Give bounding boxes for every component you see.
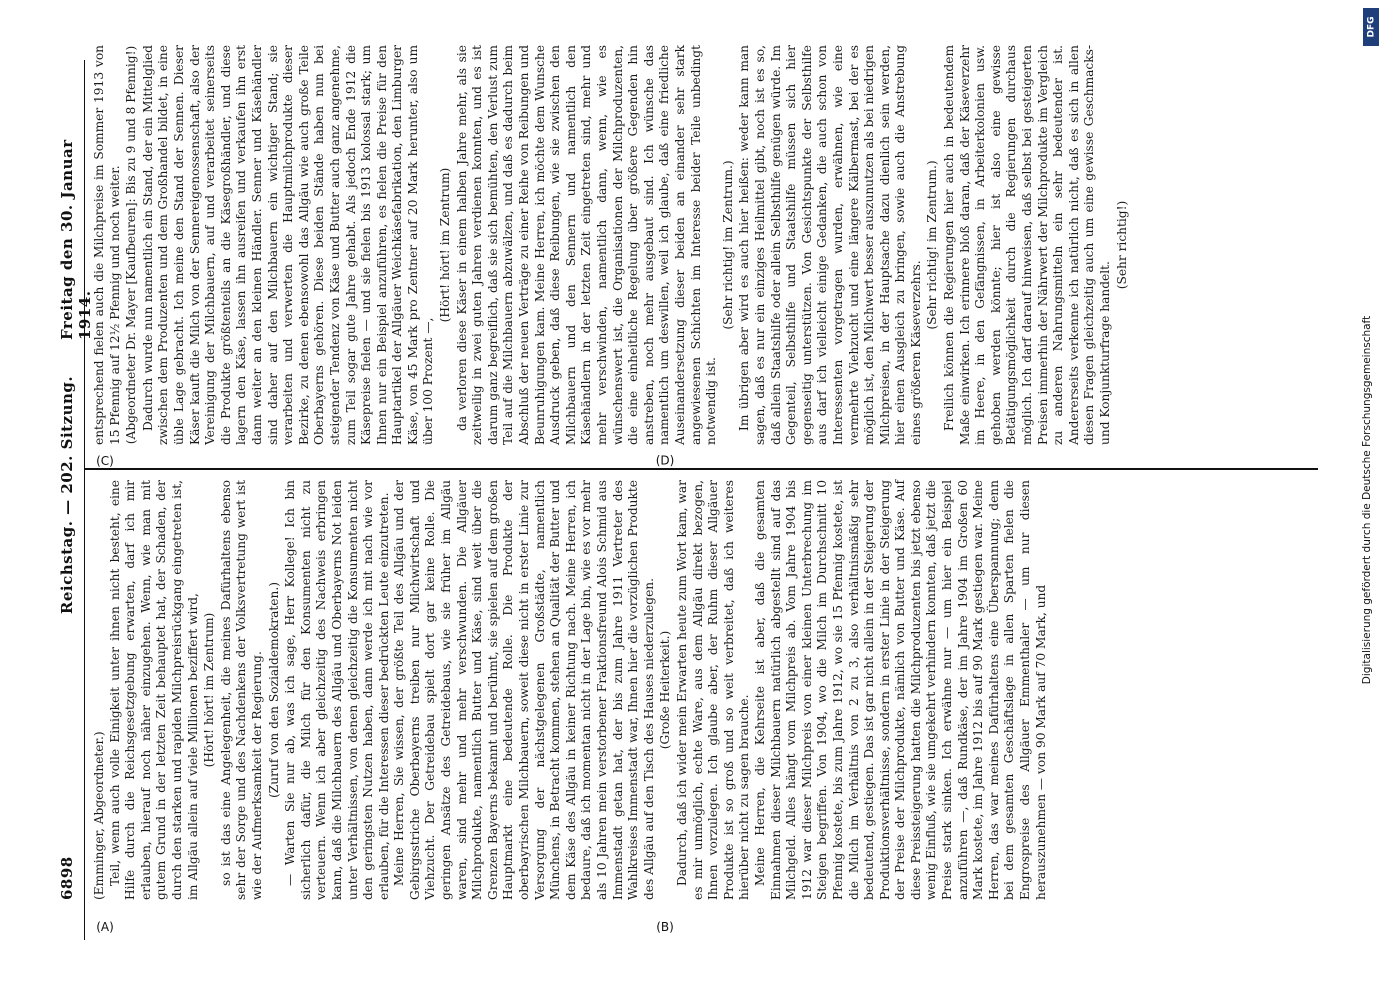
- paragraph: — Warten Sie nur ab, was ich sage, Herr Kollege! Ich bin sicherlich dafür, die Milch für den Konsumenten nicht zu verteuern. Wenn ich aber gleichzeitig des Nachweis erbringen kann, daß die Milchbauern des Allgäu und Oberbayerns Not leiden unter Verhältnissen, von denen gleichzeitig die Konsumenten nicht den geringsten Nutzen haben, dann werde ich mit nach wie vor erlauben, für die Interessen dieser bedrückten Leute einzutreten.: [283, 480, 391, 900]
- paragraph: entsprechend fielen auch die Milchpreise im Sommer 1913 von 15 Pfennig auf 12½ Pfennig und noch weiter.: [92, 45, 122, 445]
- margin-marker-b: (B): [656, 920, 674, 935]
- session-title: Reichstag. — 202. Sitzung.: [58, 375, 76, 615]
- right-text-column: [92, 45, 1308, 445]
- interjection: (Hört! hört! im Zentrum): [202, 612, 217, 768]
- header-rule: [84, 60, 85, 940]
- paragraph: Meine Herren, die Kehrseite ist aber, daß die gesamten Einnahmen dieser Milchbauern natürlich abgestellt sind auf das Milchgeld. Alles hängt vom Milchpreis ab. Vom Jahre 1904 bis 1912 war dieser Milchpreis von einer kleinen Unterbrechung im Steigen begriffen. Von 1904, wo die Milch im Durchschnitt 10 Pfennig kostete, bis zum Jahre 1912, wo sie 15 Pfennig kostete, ist die Milch im Verhältnis von 2 zu 3, also verhältnismäßig sehr bedeutend, gestiegen. Das ist gar nicht allein in der Steigerung der Produktionsverhältnisse, sondern in erster Linie in der Steigerung der Preise der Milchprodukte, nämlich von Butter und Käse. Auf diese Preissteigerung hatten die Milchproduzenten bis jetzt ebenso wenig Einfluß, wie sie umgekehrt verhindern konnten, daß jetzt die Preise stark sinken. Ich erwähne nur — um hier ein Beispiel anzuführen —, daß Rundkäse, der im Jahre 1904 im Großen 60 Mark kostete, im Jahre 1912 bis auf 90 Mark gestiegen war. Meine Herren, das war meines Dafürhaltens eine Überspannung; denn bei dem gesamten Geschäftslage in allen Sparten fielen die Engrospreise des Allgäuer Emmenthaler — um nur diesen herauszunehmen — von 90 Mark auf 70 Mark, und: [752, 480, 1048, 900]
- dfg-logo: [1363, 8, 1379, 46]
- column-divider: [84, 468, 1318, 470]
- margin-marker-d: (D): [655, 453, 675, 468]
- paragraph: Freilich können die Regierungen hier auch in bedeutendem Maße einwirken. Ich erinnere bloß daran, daß der Käseverzehr im Heere, in den Gefängnissen, in Arbeiterkolonien usw. gehoben werden könnte; hier ist also eine gewisse Betätigungsmöglichkeit durch die Regierungen durchaus möglich. Ich darf darauf hinweisen, daß selbst bei gesteigerten Preisen immerhin der Nährwert der Milchprodukte im Vergleich zu anderen Nahrungsmitteln ein sehr bedeutender ist. Andererseits verkenne ich natürlich nicht, daß es sich in allen diesen Fragen gleichzeitig auch um eine gewisse Geschmacks- und Konjunkturfrage handelt.: [942, 45, 1112, 445]
- interjection: (Sehr richtig! im Zentrum.): [925, 160, 940, 330]
- paragraph: so ist das eine Angelegenheit, die meines Dafürhaltens ebenso sehr der Sorge und des Nachdenkens der Volksvertretung wert ist wie der Aufmerksamkeit der Regierung.: [218, 480, 264, 900]
- digitization-sidebar: [1357, 10, 1377, 990]
- interjection: (Zuruf von den Sozialdemokraten.): [266, 582, 281, 798]
- margin-marker-c: (C): [96, 454, 114, 469]
- page-number: 6898: [58, 856, 76, 900]
- paragraph: Teil, wenn auch volle Einigkeit unter ihnen nicht besteht, eine Hilfe durch die Reichsgesetzgebung erwarten, darf ich mir erlauben, hierauf noch näher einzugehen. Wenn, wie man mit gutem Grund in der letzten Zeit behauptet hat, der Schaden, der durch den starken und rapiden Milchpreisrückgang eingetreten ist, im Allgäu allein auf viele Millionen beziffert wird,: [107, 480, 200, 900]
- rotated-page: [58, 45, 1318, 940]
- dfg-logo-text: DFG: [1366, 16, 1377, 38]
- paragraph: Dadurch, daß ich wider mein Erwarten heute zum Wort kam, war es mir unmöglich, echte Ware, aus dem Allgäu direkt bezogen, Ihnen vorzulegen. Ich glaube aber, der Ruhm dieser Allgäuer Produkte ist so groß und so weit verbreitet, daß ich weiteres hierüber nicht zu sagen brauche.: [674, 480, 752, 900]
- margin-marker-a: (A): [96, 920, 114, 935]
- paragraph: Meine Herren, Sie wissen, der größte Teil des Allgäu und der Gebirgsstriche Oberbayerns treiben nur Milchwirtschaft und Viehzucht. Der Getreidebau spielt dort gar keine Rolle. Die geringen Ansätze des Getreidebaus, wie sie früher im Allgäu waren, sind mehr und mehr verschwunden. Die Allgäuer Milchprodukte, namentlich Butter und Käse, sind weit über die Grenzen Bayerns bekannt und berühmt, sie spielen auf dem großen Hauptmarkt eine bedeutende Rolle. Die Produkte der oberbayrischen Milchbauern, soweit diese nicht in erster Linie zur Versorgung der nächstgelegenen Großstädte, namentlich Münchens, in Betracht kommen, stehen an Qualität der Butter und dem Käse des Allgäu in keiner Richtung nach. Meine Herren, ich bedaure, daß ich momentan nicht in der Lage bin, wie es vor mehr als 10 Jahren mein verstorbener Fraktionsfreund Alois Schmid aus Immenstadt getan hat, der bis zum Jahre 1911 Vertreter des Wahlkreises Immenstadt war, Ihnen hier die vorzüglichen Produkte des Allgäu auf den Tisch des Hauses niederzulegen.: [392, 480, 656, 900]
- paragraph: da verloren diese Käser in einem halben Jahre mehr, als sie zeitweilig in zwei guten Jahren verdienen konnten, und es ist darum ganz begreiflich, daß sie sich bemühten, den Verlust zum Teil auf die Milchbauern abzuwälzen, und daß es dadurch beim Abschluß der neuen Verträge zu einer Reihe von Reibungen und Beunruhigungen kam. Meine Herren, ich möchte dem Wunsche Ausdruck geben, daß diese Reibungen, wie sie zwischen den Milchbauern und den Sennern und namentlich den Käsehändlern in der letzten Zeit eingetreten sind, mehr und mehr verschwinden, namentlich dann, wenn, wie es wünschenswert ist, die Organisationen der Milchproduzenten, die eine einheitliche Regelung über größere Gegenden hin anstreben, noch mehr ausgebaut sind. Ich wünsche das namentlich um deswillen, weil ich glaube, daß eine friedliche Auseinandersetzung dieser beiden an einander sehr stark angewiesenen Schichten im Interesse beider Teile unbedingt notwendig ist.: [454, 45, 719, 445]
- interjection: (Große Heiterkeit.): [658, 630, 673, 750]
- paragraph: Dadurch wurde nun namentlich ein Stand, der ein Mittelglied zwischen dem Produzenten und dem Großhandel bildet, in eine üble Lage gebracht. Ich meine den Stand der Sennen. Dieser Käser kauft die Milch von der Sennereigenossenschaft, also der Vereinigung der Milchbauern, auf und verarbeitet seinerseits die Produkte größtenteils an die Käsegroßhändler, und diese lagern den Käse, lassen ihn ausreifen und verkaufen ihn erst dann weiter an den kleinen Händler. Senner und Käsehändler sind daher auf den Milchbauern ein wichtiger Stand; sie verarbeiten und verwerten die Hauptmilchprodukte dieser Bezirke, zu denen ebensowohl das Allgäu wie auch große Teile Oberbayerns gehören. Diese beiden Stände haben nun bei steigender Tendenz von Käse und Butter auch ganz angenehme, zum Teil sogar gute Jahre gehabt. Als jedoch Ende 1912 die Käsepreise fielen — und sie fielen bis 1913 kolossal stark; um Ihnen nur ein Beispiel anzuführen, es fielen die Preise für den Hauptartikel der Allgäuer Weichkäsefabrikation, den Limburger Käse, von 45 Mark pro Zentner auf 20 Mark herunter, also um über 100 Prozent —,: [140, 45, 436, 445]
- left-text-column: [92, 480, 1308, 900]
- paragraph: Im übrigen aber wird es auch hier heißen: weder kann man sagen, daß es nur ein einziges Heilmittel gibt, noch ist es so, daß allein Staatshilfe oder allein Selbsthilfe genügen würde. Im Gegenteil, Selbsthilfe und Staatshilfe müssen sich hier gegenseitig unterstützen. Von Gesichtspunkte der Selbsthilfe aus darf ich vielleicht einige Gedanken, die auch schon von Interessenten vorgetragen wurden, erwähnen, wie eine vermehrte Viehzucht und eine längere Kälbermast, bei der es möglich ist, den Milchwert besser auszunutzen als bei niedrigen Milchpreisen, in der Hauptsache dazu dienlich sein werden, hier einen Ausgleich zu bringen, sowie auch die Anstrebung eines größeren Käseverzehrs.: [737, 45, 923, 445]
- interjection: (Abgeordneter Dr. Mayer [Kaufbeuren]: Bis zu 9 und 8 Pfennig!): [124, 45, 139, 445]
- page-header: [58, 90, 94, 900]
- paragraph: (Emminger, Abgeordneter.): [92, 731, 106, 900]
- interjection: (Hört! hört! im Zentrum): [438, 167, 453, 323]
- interjection: (Sehr richtig! im Zentrum.): [720, 160, 735, 330]
- session-date: Freitag den 30. Januar 1914.: [58, 139, 94, 340]
- interjection: (Sehr richtig!): [1114, 200, 1129, 290]
- digitization-credit: Digitalisierung gefördert durch die Deutsche Forschungsgemeinschaft: [1361, 315, 1373, 685]
